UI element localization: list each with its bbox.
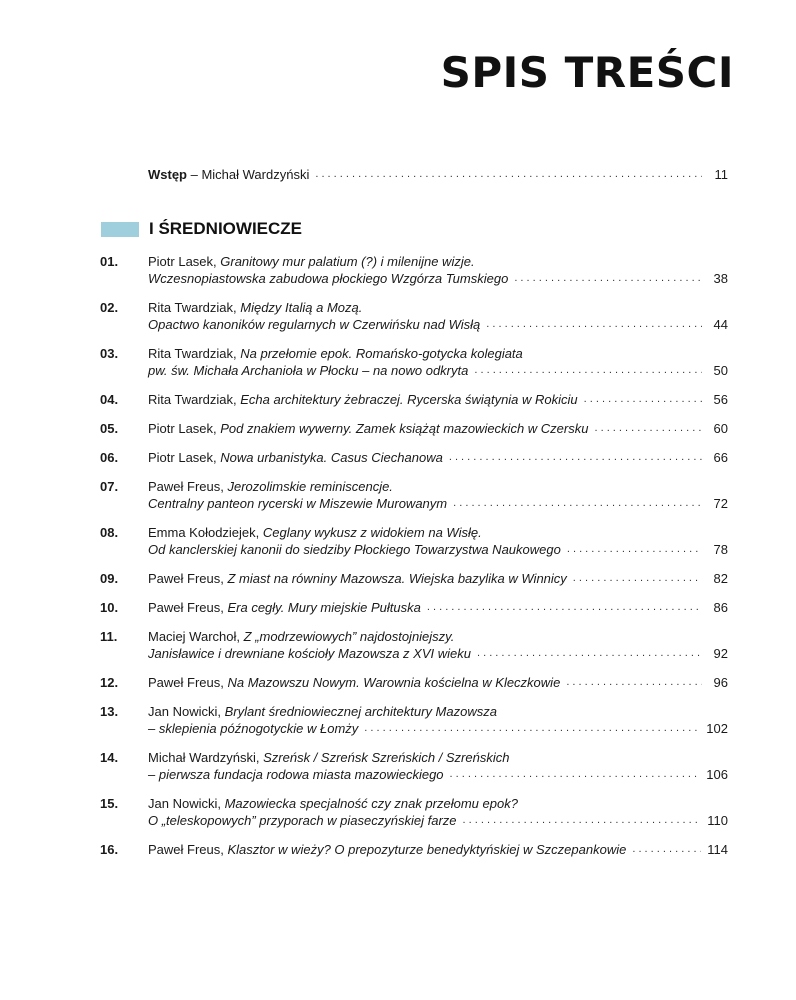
- entry-last-line: [148, 841, 626, 858]
- page-number: 44: [713, 317, 728, 332]
- entry-author: Maciej Warchoł,: [148, 629, 244, 644]
- entry-last-line: [148, 570, 567, 587]
- entry-author: Piotr Lasek,: [148, 254, 221, 269]
- page-number: 60: [713, 421, 728, 436]
- entry-last-line: [148, 270, 508, 287]
- toc-entry[interactable]: [100, 841, 728, 858]
- toc-entry[interactable]: [100, 570, 728, 587]
- entry-title: – pierwsza fundacja rodowa miasta mazowieckiego: [148, 767, 444, 782]
- entry-first-line: [148, 703, 728, 720]
- dot-leader: [463, 812, 702, 829]
- entry-author: Piotr Lasek,: [148, 421, 221, 436]
- entry-number: 15.: [100, 796, 119, 811]
- entry-last-line: [148, 599, 421, 616]
- toc-entry[interactable]: [100, 478, 728, 512]
- intro-entry[interactable]: [148, 166, 728, 183]
- entry-number: 06.: [100, 450, 119, 465]
- dot-leader: [573, 570, 702, 587]
- toc-entry[interactable]: [100, 795, 728, 829]
- toc-entry[interactable]: [100, 674, 728, 691]
- entry-author: Rita Twardziak,: [148, 300, 241, 315]
- dot-leader: [567, 541, 702, 558]
- entry-author: Paweł Freus,: [148, 675, 228, 690]
- toc-entry[interactable]: [100, 628, 728, 662]
- entry-last-line: [148, 674, 560, 691]
- entry-author: Paweł Freus,: [148, 479, 228, 494]
- entry-title: Granitowy mur palatium (?) i milenijne wizje.: [220, 254, 475, 269]
- entry-title: Pod znakiem wywerny. Zamek książąt mazowieckich w Czersku: [220, 421, 589, 436]
- page-number: 66: [713, 450, 728, 465]
- entry-title: Nowa urbanistyka. Casus Ciechanowa: [220, 450, 443, 465]
- page-number: 82: [713, 571, 728, 586]
- toc-entry[interactable]: [100, 599, 728, 616]
- entry-number: 13.: [100, 704, 119, 719]
- entry-number: 01.: [100, 254, 119, 269]
- page-number: 96: [713, 675, 728, 690]
- entry-title: Szreńsk / Szreńsk Szreńskich / Szreńskich: [263, 750, 510, 765]
- dot-leader: [364, 720, 700, 737]
- dot-leader: [514, 270, 702, 287]
- page-number: 56: [713, 392, 728, 407]
- entry-last-line: [148, 391, 578, 408]
- page-title: SPIS TREŚCI: [440, 48, 734, 97]
- entry-author: Paweł Freus,: [148, 842, 228, 857]
- page-number: 114: [707, 842, 728, 857]
- entry-title: Na przełomie epok. Romańsko-gotycka kolegiata: [240, 346, 523, 361]
- toc-entry[interactable]: [100, 449, 728, 466]
- entry-author: Rita Twardziak,: [148, 392, 241, 407]
- entry-title: Na Mazowszu Nowym. Warownia kościelna w Kleczkowie: [227, 675, 561, 690]
- toc-entry[interactable]: [100, 391, 728, 408]
- page-number: 78: [713, 542, 728, 557]
- entry-number: 09.: [100, 571, 119, 586]
- entry-title: Z miast na równiny Mazowsza. Wiejska bazylika w Winnicy: [227, 571, 567, 586]
- entry-number: 02.: [100, 300, 119, 315]
- page-number: 72: [713, 496, 728, 511]
- entry-title: Między Italią a Mozą.: [240, 300, 363, 315]
- entry-first-line: [148, 628, 728, 645]
- entry-first-line: [148, 299, 728, 316]
- entry-last-line: [148, 720, 358, 737]
- section-heading: [101, 219, 302, 239]
- entry-first-line: [148, 524, 728, 541]
- entry-first-line: [148, 478, 728, 495]
- entry-number: 05.: [100, 421, 119, 436]
- entry-title: O „teleskopowych” przyporach w piaseczyńskiej farze: [148, 813, 457, 828]
- entry-number: 12.: [100, 675, 119, 690]
- dot-leader: [449, 449, 702, 466]
- page-number: 86: [713, 600, 728, 615]
- entry-first-line: [148, 749, 728, 766]
- page-number: 110: [707, 813, 728, 828]
- entry-author: Emma Kołodziejek,: [148, 525, 263, 540]
- dot-leader: [486, 316, 702, 333]
- entry-author: Paweł Freus,: [148, 571, 228, 586]
- dot-leader: [453, 495, 702, 512]
- intro-label: Wstęp: [148, 167, 187, 182]
- dot-leader: [594, 420, 702, 437]
- dot-leader: [474, 362, 702, 379]
- toc-entry[interactable]: [100, 749, 728, 783]
- toc-entry[interactable]: [100, 524, 728, 558]
- dot-leader: [427, 599, 702, 616]
- entry-title: Jerozolimskie reminiscencje.: [227, 479, 393, 494]
- entry-number: 10.: [100, 600, 119, 615]
- entry-title: Opactwo kanoników regularnych w Czerwińsku nad Wisłą: [148, 317, 481, 332]
- entry-last-line: [148, 812, 457, 829]
- entry-first-line: [148, 253, 728, 270]
- page-number: 50: [713, 363, 728, 378]
- dot-leader: [566, 674, 702, 691]
- toc-entry[interactable]: [100, 299, 728, 333]
- entry-last-line: [148, 420, 588, 437]
- intro-text: [148, 166, 309, 183]
- entry-title: pw. św. Michała Archanioła w Płocku – na nowo odkryta: [148, 363, 469, 378]
- entry-title: Mazowiecka specjalność czy znak przełomu epok?: [224, 796, 518, 811]
- entry-title: Klasztor w wieży? O prepozyturze benedyktyńskiej w Szczepankowie: [227, 842, 627, 857]
- entry-title: Ceglany wykusz z widokiem na Wisłę.: [262, 525, 482, 540]
- entry-number: 04.: [100, 392, 119, 407]
- dot-leader: [315, 166, 702, 183]
- entry-author: Rita Twardziak,: [148, 346, 241, 361]
- entry-first-line: [148, 345, 728, 362]
- page-number: 92: [713, 646, 728, 661]
- entry-number: 14.: [100, 750, 119, 765]
- entry-last-line: [148, 362, 468, 379]
- entry-title: Z „modrzewiowych” najdostojniejszy.: [243, 629, 455, 644]
- entry-last-line: [148, 645, 471, 662]
- entry-title: Echa architektury żebraczej. Rycerska świątynia w Rokiciu: [240, 392, 578, 407]
- entry-title: Wczesnopiastowska zabudowa płockiego Wzgórza Tumskiego: [148, 271, 509, 286]
- entry-author: Jan Nowicki,: [148, 796, 225, 811]
- dot-leader: [632, 841, 701, 858]
- dot-leader: [584, 391, 702, 408]
- entry-title: – sklepienia późnogotyckie w Łomży: [148, 721, 359, 736]
- entry-author: Jan Nowicki,: [148, 704, 225, 719]
- page-number: 11: [714, 167, 728, 182]
- toc-entry[interactable]: [100, 420, 728, 437]
- entry-last-line: [148, 766, 444, 783]
- entry-title: Centralny panteon rycerski w Miszewie Murowanym: [148, 496, 448, 511]
- entry-title: Janisławice i drewniane kościoły Mazowsza z XVI wieku: [148, 646, 471, 661]
- entry-author: Paweł Freus,: [148, 600, 228, 615]
- entry-number: 03.: [100, 346, 119, 361]
- entry-number: 16.: [100, 842, 119, 857]
- entry-last-line: [148, 316, 480, 333]
- section-color-bar: [101, 222, 139, 237]
- entry-title: Era cegły. Mury miejskie Pułtuska: [227, 600, 421, 615]
- entry-last-line: [148, 541, 561, 558]
- entry-last-line: [148, 495, 447, 512]
- entry-number: 08.: [100, 525, 119, 540]
- page-number: 38: [713, 271, 728, 286]
- entry-author: Michał Wardzyński,: [148, 750, 264, 765]
- page-number: 106: [706, 767, 728, 782]
- entry-title: Od kanclerskiej kanonii do siedziby Płockiego Towarzystwa Naukowego: [148, 542, 561, 557]
- entry-number: 07.: [100, 479, 119, 494]
- intro-author: – Michał Wardzyński: [187, 167, 310, 182]
- dot-leader: [450, 766, 701, 783]
- entry-last-line: [148, 449, 443, 466]
- page-number: 102: [706, 721, 728, 736]
- entry-author: Piotr Lasek,: [148, 450, 221, 465]
- toc-list: [100, 253, 728, 870]
- toc-entry[interactable]: [100, 253, 728, 287]
- entry-number: 11.: [100, 629, 118, 644]
- toc-entry[interactable]: [100, 345, 728, 379]
- entry-title: Brylant średniowiecznej architektury Mazowsza: [224, 704, 497, 719]
- toc-entry[interactable]: [100, 703, 728, 737]
- section-label: I ŚREDNIOWIECZE: [149, 219, 303, 238]
- dot-leader: [477, 645, 702, 662]
- entry-first-line: [148, 795, 728, 812]
